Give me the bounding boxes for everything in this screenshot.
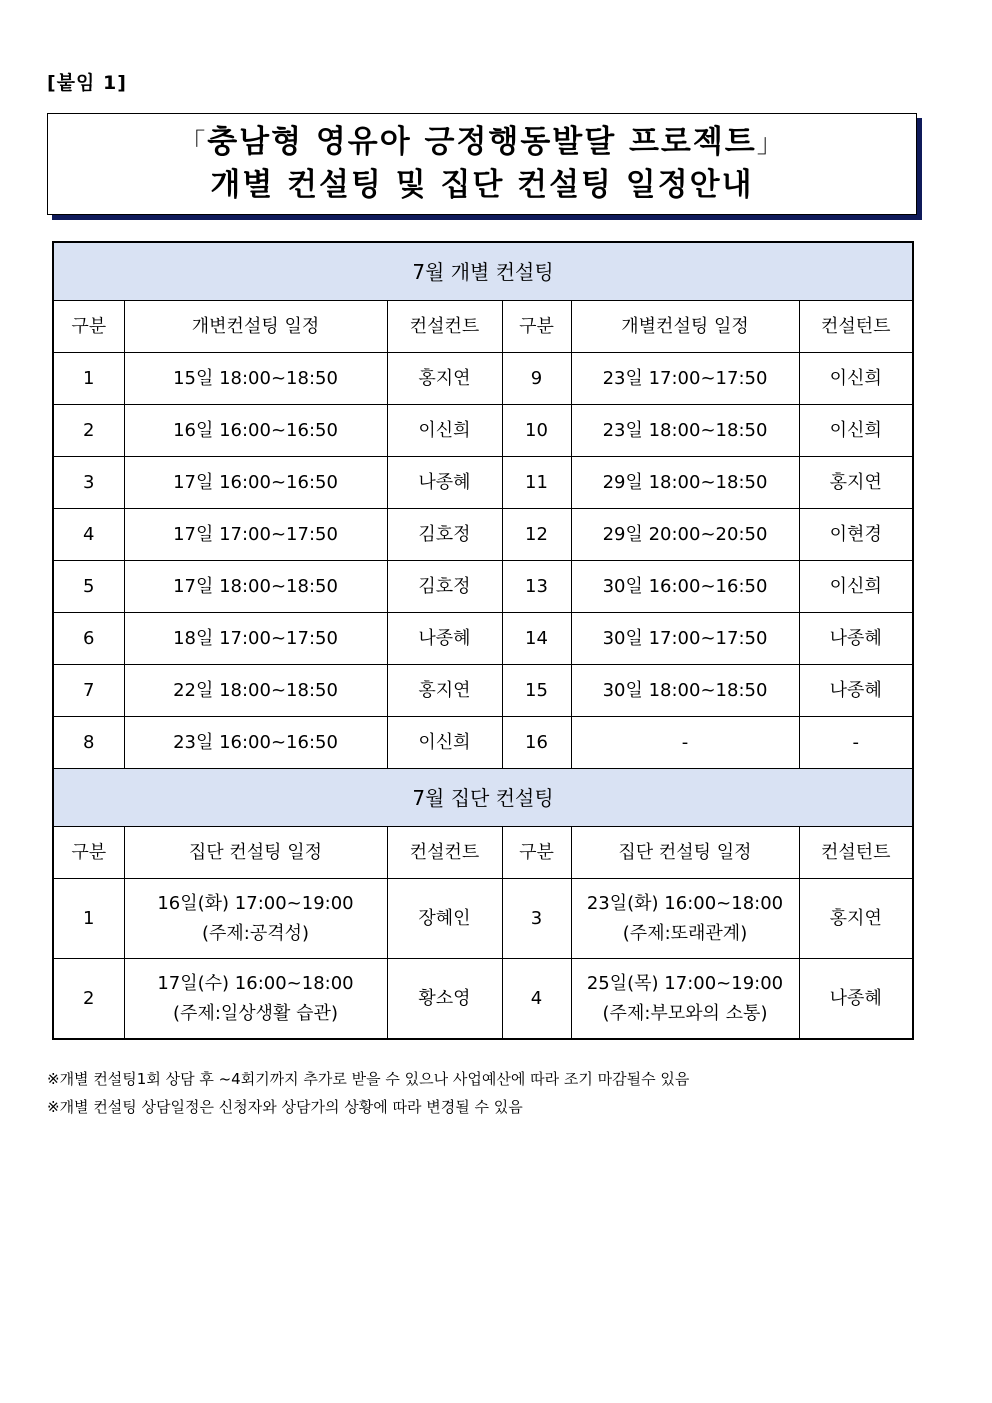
consultant-cell: 나종혜: [799, 665, 913, 717]
schedule-table: [52, 241, 914, 1040]
consultant-cell: 황소영: [387, 959, 502, 1040]
table-row: [53, 457, 913, 509]
row-number: 12: [502, 509, 571, 561]
schedule-cell: 29일 20:00~20:50: [571, 509, 799, 561]
session-topic: (주제:공격성): [201, 922, 310, 944]
consultant-cell: 김호정: [387, 561, 502, 613]
row-number: 10: [502, 405, 571, 457]
column-header: 컨설컨트: [387, 301, 502, 353]
schedule-cell: 23일 16:00~16:50: [124, 717, 387, 769]
consultant-cell: 홍지연: [387, 665, 502, 717]
consultant-cell: -: [799, 717, 913, 769]
schedule-cell: 18일 17:00~17:50: [124, 613, 387, 665]
title-line-1: [48, 122, 916, 164]
consultant-cell: 나종혜: [799, 613, 913, 665]
note-2: ※개별 컨설팅 상담일정은 신청자와 상담가의 상황에 따라 변경될 수 있음: [47, 1098, 523, 1116]
table-row: [53, 665, 913, 717]
title-bracket-open: 「: [179, 129, 208, 159]
consultant-cell: 홍지연: [387, 353, 502, 405]
consultant-cell: 홍지연: [799, 879, 913, 959]
consultant-cell: 홍지연: [799, 457, 913, 509]
column-header: 구분: [53, 827, 124, 879]
session-topic: (주제:부모와의 소통): [602, 1002, 768, 1024]
consultant-cell: 김호정: [387, 509, 502, 561]
session-date: 16일(화) 17:00~19:00: [157, 892, 354, 914]
row-number: 4: [53, 509, 124, 561]
notes: [47, 1065, 689, 1121]
individual-header-row: [53, 301, 913, 353]
consultant-cell: 나종혜: [387, 613, 502, 665]
individual-section-header: [53, 242, 913, 301]
row-number: 11: [502, 457, 571, 509]
session-date: 23일(화) 16:00~18:00: [586, 892, 784, 914]
note-1: ※개별 컨설팅1회 상담 후 ~4회기까지 추가로 받을 수 있으나 사업예산에 따라 조기 마감될수 있음: [47, 1070, 690, 1088]
table-row: [53, 561, 913, 613]
schedule-cell: 23일 17:00~17:50: [571, 353, 799, 405]
column-header: 개별컨설팅 일정: [571, 301, 799, 353]
schedule-cell: 30일 18:00~18:50: [571, 665, 799, 717]
individual-section-header-title: 7월 개별 컨설팅: [53, 242, 913, 301]
row-number: 15: [502, 665, 571, 717]
consultant-cell: 이신희: [387, 405, 502, 457]
consultant-cell: 이신희: [799, 405, 913, 457]
table-row: [53, 959, 913, 1040]
row-number: 1: [53, 353, 124, 405]
column-header: 구분: [502, 301, 571, 353]
session-date: 25일(목) 17:00~19:00: [586, 972, 784, 994]
column-header: 구분: [53, 301, 124, 353]
row-number: 4: [502, 959, 571, 1040]
row-number: 8: [53, 717, 124, 769]
schedule-cell: 16일 16:00~16:50: [124, 405, 387, 457]
column-header: 구분: [502, 827, 571, 879]
table-row: [53, 613, 913, 665]
column-header: 집단 컨설팅 일정: [124, 827, 387, 879]
row-number: 16: [502, 717, 571, 769]
column-header: 컨설턴트: [799, 301, 913, 353]
schedule-cell: 30일 17:00~17:50: [571, 613, 799, 665]
group-schedule-cell: [571, 959, 799, 1040]
schedule-cell: 17일 18:00~18:50: [124, 561, 387, 613]
schedule-cell: -: [571, 717, 799, 769]
row-number: 2: [53, 959, 124, 1040]
consultant-cell: 장혜인: [387, 879, 502, 959]
table-row: [53, 879, 913, 959]
group-header-row: [53, 827, 913, 879]
consultant-cell: 나종혜: [799, 959, 913, 1040]
title-box: [47, 113, 917, 215]
session-topic: (주제:일상생활 습관): [173, 1002, 338, 1024]
attachment-label: [붙임 1]: [47, 72, 127, 94]
row-number: 5: [53, 561, 124, 613]
table-row: [53, 405, 913, 457]
column-header: 컨설턴트: [799, 827, 913, 879]
session-topic: (주제:또래관계): [622, 922, 748, 944]
column-header: 개변컨설팅 일정: [124, 301, 387, 353]
schedule-cell: 15일 18:00~18:50: [124, 353, 387, 405]
group-schedule-cell: [124, 959, 387, 1040]
table-row: [53, 509, 913, 561]
title-main: 충남형 영유아 긍정행동발달 프로젝트: [207, 124, 757, 160]
row-number: 13: [502, 561, 571, 613]
row-number: 3: [502, 879, 571, 959]
row-number: 1: [53, 879, 124, 959]
title-bracket-close: 」: [756, 129, 785, 159]
row-number: 7: [53, 665, 124, 717]
table-row: [53, 353, 913, 405]
group-section-header-title: 7월 집단 컨설팅: [53, 769, 913, 827]
group-section-header: [53, 769, 913, 827]
schedule-cell: 30일 16:00~16:50: [571, 561, 799, 613]
schedule-cell: 23일 18:00~18:50: [571, 405, 799, 457]
consultant-cell: 이현경: [799, 509, 913, 561]
schedule-cell: 17일 17:00~17:50: [124, 509, 387, 561]
schedule-cell: 17일 16:00~16:50: [124, 457, 387, 509]
row-number: 6: [53, 613, 124, 665]
schedule-cell: 22일 18:00~18:50: [124, 665, 387, 717]
row-number: 9: [502, 353, 571, 405]
title-line-2: 개별 컨설팅 및 집단 컨설팅 일정안내: [210, 167, 754, 203]
consultant-cell: 이신희: [799, 561, 913, 613]
consultant-cell: 이신희: [799, 353, 913, 405]
column-header: 집단 컨설팅 일정: [571, 827, 799, 879]
column-header: 컨설컨트: [387, 827, 502, 879]
session-date: 17일(수) 16:00~18:00: [157, 972, 354, 994]
row-number: 2: [53, 405, 124, 457]
row-number: 14: [502, 613, 571, 665]
group-schedule-cell: [124, 879, 387, 959]
table-row: [53, 717, 913, 769]
group-schedule-cell: [571, 879, 799, 959]
consultant-cell: 나종혜: [387, 457, 502, 509]
schedule-cell: 29일 18:00~18:50: [571, 457, 799, 509]
row-number: 3: [53, 457, 124, 509]
consultant-cell: 이신희: [387, 717, 502, 769]
